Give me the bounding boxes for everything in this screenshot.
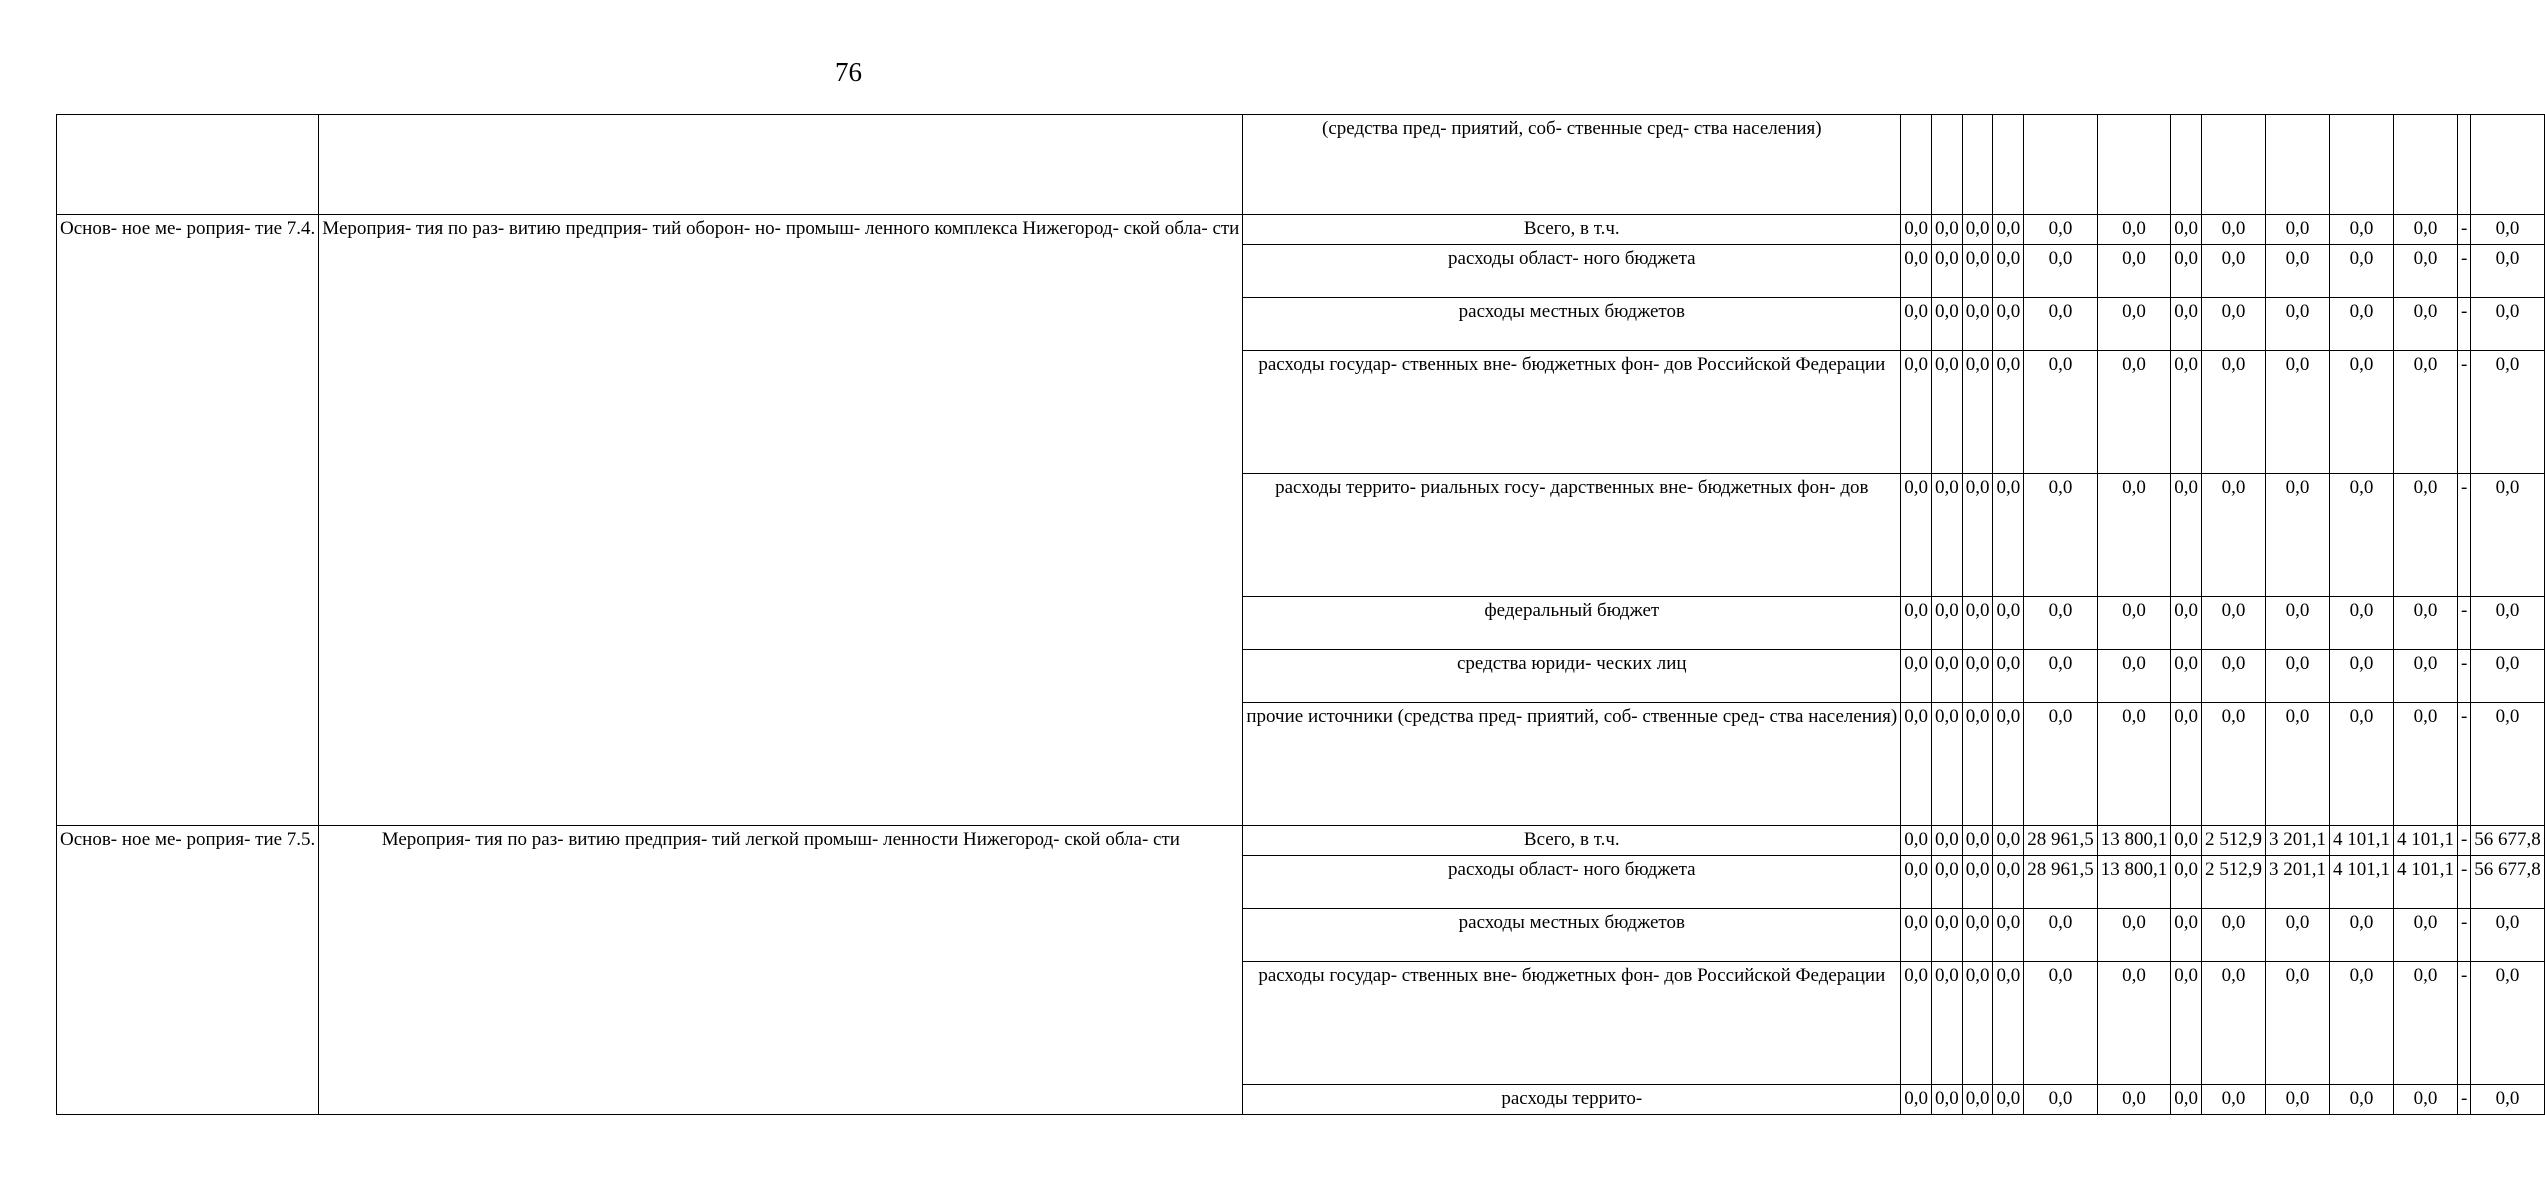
value-cell: 0,0 xyxy=(2097,650,2171,703)
value-cell: 0,0 xyxy=(1931,245,1962,298)
value-cell: 0,0 xyxy=(2329,703,2393,826)
funding-source-cell: федеральный бюджет xyxy=(1243,597,1901,650)
value-cell: 0,0 xyxy=(1931,597,1962,650)
value-cell: 0,0 xyxy=(2171,856,2202,909)
page-number: 76 xyxy=(835,57,862,87)
value-cell: - xyxy=(2457,826,2470,856)
value-cell: - xyxy=(2457,245,2470,298)
value-cell: 0,0 xyxy=(1993,215,2024,245)
value-cell: 0,0 xyxy=(2201,245,2265,298)
value-cell: 0,0 xyxy=(1962,474,1993,597)
value-cell xyxy=(2097,115,2171,215)
value-cell: 0,0 xyxy=(2097,962,2171,1085)
value-cell: 0,0 xyxy=(2329,298,2393,351)
value-cell: - xyxy=(2457,1085,2470,1115)
value-cell: - xyxy=(2457,962,2470,1085)
value-cell: 0,0 xyxy=(2024,245,2098,298)
value-cell: - xyxy=(2457,909,2470,962)
value-cell: 0,0 xyxy=(1901,962,1932,1085)
value-cell: 0,0 xyxy=(1993,1085,2024,1115)
value-cell: 0,0 xyxy=(2265,962,2329,1085)
value-cell: 0,0 xyxy=(1901,856,1932,909)
value-cell: 0,0 xyxy=(2097,703,2171,826)
value-cell: 4 101,1 xyxy=(2393,826,2457,856)
total-value-cell: 0,0 xyxy=(2471,474,2545,597)
value-cell: 0,0 xyxy=(2393,962,2457,1085)
funding-source-cell: средства юриди- ческих лиц xyxy=(1243,650,1901,703)
table-row xyxy=(57,115,2545,215)
value-cell: 0,0 xyxy=(2024,909,2098,962)
value-cell: 0,0 xyxy=(2097,474,2171,597)
value-cell: 0,0 xyxy=(2393,245,2457,298)
total-value-cell: 0,0 xyxy=(2471,962,2545,1085)
value-cell: 0,0 xyxy=(2393,650,2457,703)
value-cell: 0,0 xyxy=(2201,298,2265,351)
value-cell: 28 961,5 xyxy=(2024,826,2098,856)
value-cell: 0,0 xyxy=(2171,474,2202,597)
value-cell: 0,0 xyxy=(1901,826,1932,856)
value-cell: 3 201,1 xyxy=(2265,856,2329,909)
value-cell: 0,0 xyxy=(2171,909,2202,962)
activity-title-cell: Мероприя- тия по раз- витию предприя- тий оборон- но- промыш- ленного комплекса Нижегород- ской обла- сти xyxy=(319,215,1243,826)
value-cell xyxy=(1931,115,1962,215)
funding-source-cell: расходы государ- ственных вне- бюджетных фон- дов Российской Федерации xyxy=(1243,351,1901,474)
value-cell: 0,0 xyxy=(2393,474,2457,597)
value-cell: 0,0 xyxy=(2265,351,2329,474)
value-cell: 0,0 xyxy=(1931,650,1962,703)
value-cell: 0,0 xyxy=(1962,703,1993,826)
funding-source-cell: расходы государ- ственных вне- бюджетных фон- дов Российской Федерации xyxy=(1243,962,1901,1085)
total-value-cell: 0,0 xyxy=(2471,215,2545,245)
value-cell: 0,0 xyxy=(1962,597,1993,650)
value-cell: 0,0 xyxy=(2393,703,2457,826)
value-cell: 0,0 xyxy=(1901,597,1932,650)
funding-source-cell: (средства пред- приятий, соб- ственные сред- ства населения) xyxy=(1243,115,1901,215)
value-cell xyxy=(2393,115,2457,215)
funding-source-cell: расходы террито- xyxy=(1243,1085,1901,1115)
value-cell: 0,0 xyxy=(2329,1085,2393,1115)
value-cell xyxy=(1962,115,1993,215)
value-cell: 2 512,9 xyxy=(2201,856,2265,909)
value-cell: 0,0 xyxy=(1962,351,1993,474)
value-cell: 0,0 xyxy=(2171,351,2202,474)
funding-source-cell: Всего, в т.ч. xyxy=(1243,215,1901,245)
value-cell: 0,0 xyxy=(2329,215,2393,245)
value-cell: 0,0 xyxy=(1993,856,2024,909)
total-value-cell: 0,0 xyxy=(2471,1085,2545,1115)
value-cell: 0,0 xyxy=(2201,962,2265,1085)
value-cell: 0,0 xyxy=(1901,909,1932,962)
value-cell xyxy=(2201,115,2265,215)
value-cell: 0,0 xyxy=(2171,1085,2202,1115)
value-cell: 0,0 xyxy=(1931,351,1962,474)
activity-title-cell: Мероприя- тия по раз- витию предприя- тий легкой промыш- ленности Нижегород- ской обла- сти xyxy=(319,826,1243,1115)
value-cell xyxy=(1993,115,2024,215)
value-cell: 0,0 xyxy=(1962,1085,1993,1115)
value-cell: 28 961,5 xyxy=(2024,856,2098,909)
value-cell: 0,0 xyxy=(1901,298,1932,351)
total-value-cell: 0,0 xyxy=(2471,703,2545,826)
value-cell: 0,0 xyxy=(2329,962,2393,1085)
value-cell: 0,0 xyxy=(1931,856,1962,909)
value-cell: 0,0 xyxy=(2393,215,2457,245)
value-cell: 0,0 xyxy=(1962,245,1993,298)
value-cell: 0,0 xyxy=(2393,597,2457,650)
value-cell: 0,0 xyxy=(1962,826,1993,856)
value-cell: 0,0 xyxy=(1901,1085,1932,1115)
budget-table xyxy=(56,114,2545,1115)
value-cell: 0,0 xyxy=(2265,650,2329,703)
value-cell: 0,0 xyxy=(1962,298,1993,351)
value-cell: 0,0 xyxy=(2171,826,2202,856)
value-cell: 0,0 xyxy=(2329,597,2393,650)
value-cell: 0,0 xyxy=(1993,298,2024,351)
value-cell: 0,0 xyxy=(1993,650,2024,703)
value-cell: 0,0 xyxy=(1962,856,1993,909)
value-cell: 0,0 xyxy=(1962,215,1993,245)
total-value-cell: 0,0 xyxy=(2471,909,2545,962)
activity-title-cell xyxy=(319,115,1243,215)
value-cell: 0,0 xyxy=(2393,298,2457,351)
value-cell: 0,0 xyxy=(2201,703,2265,826)
value-cell: 0,0 xyxy=(2265,909,2329,962)
value-cell: 4 101,1 xyxy=(2329,826,2393,856)
value-cell: 4 101,1 xyxy=(2329,856,2393,909)
value-cell: 0,0 xyxy=(1931,703,1962,826)
value-cell: 0,0 xyxy=(1931,1085,1962,1115)
value-cell: 0,0 xyxy=(2024,351,2098,474)
value-cell: - xyxy=(2457,215,2470,245)
value-cell: 0,0 xyxy=(2024,650,2098,703)
table-row xyxy=(57,826,2545,856)
value-cell: 0,0 xyxy=(1962,909,1993,962)
value-cell: 0,0 xyxy=(1931,215,1962,245)
value-cell: 0,0 xyxy=(2171,650,2202,703)
value-cell: - xyxy=(2457,856,2470,909)
value-cell: - xyxy=(2457,351,2470,474)
value-cell: 0,0 xyxy=(2201,909,2265,962)
value-cell: 0,0 xyxy=(1962,650,1993,703)
value-cell: - xyxy=(2457,298,2470,351)
value-cell: 0,0 xyxy=(2265,474,2329,597)
value-cell: - xyxy=(2457,650,2470,703)
funding-source-cell: прочие источники (средства пред- приятий, соб- ственные сред- ства населения) xyxy=(1243,703,1901,826)
value-cell: 0,0 xyxy=(1931,909,1962,962)
value-cell: 0,0 xyxy=(2329,909,2393,962)
value-cell: 0,0 xyxy=(1993,962,2024,1085)
funding-source-cell: расходы местных бюджетов xyxy=(1243,298,1901,351)
value-cell: 0,0 xyxy=(2393,1085,2457,1115)
value-cell: 0,0 xyxy=(2393,351,2457,474)
value-cell: 0,0 xyxy=(2265,597,2329,650)
value-cell: 0,0 xyxy=(2097,298,2171,351)
value-cell: 0,0 xyxy=(2265,298,2329,351)
value-cell: 0,0 xyxy=(1931,474,1962,597)
value-cell: 2 512,9 xyxy=(2201,826,2265,856)
value-cell: 0,0 xyxy=(1962,962,1993,1085)
value-cell: 0,0 xyxy=(1993,597,2024,650)
value-cell: 0,0 xyxy=(2024,597,2098,650)
total-value-cell: 0,0 xyxy=(2471,597,2545,650)
total-value-cell: 0,0 xyxy=(2471,245,2545,298)
value-cell: 0,0 xyxy=(2097,1085,2171,1115)
value-cell: 0,0 xyxy=(2171,597,2202,650)
activity-code-cell: Основ- ное ме- роприя- тие 7.4. xyxy=(57,215,319,826)
value-cell: 0,0 xyxy=(1931,826,1962,856)
value-cell: 0,0 xyxy=(2171,962,2202,1085)
value-cell xyxy=(2024,115,2098,215)
value-cell: 0,0 xyxy=(1901,703,1932,826)
value-cell: 0,0 xyxy=(1901,474,1932,597)
value-cell: 0,0 xyxy=(2171,215,2202,245)
value-cell: - xyxy=(2457,474,2470,597)
value-cell: 0,0 xyxy=(2329,650,2393,703)
value-cell: 0,0 xyxy=(2201,351,2265,474)
value-cell: 0,0 xyxy=(2024,962,2098,1085)
value-cell: 0,0 xyxy=(1993,474,2024,597)
value-cell: 0,0 xyxy=(2171,703,2202,826)
value-cell: 0,0 xyxy=(2265,245,2329,298)
value-cell: 0,0 xyxy=(2265,703,2329,826)
funding-source-cell: расходы област- ного бюджета xyxy=(1243,856,1901,909)
total-value-cell: 0,0 xyxy=(2471,298,2545,351)
value-cell: - xyxy=(2457,703,2470,826)
value-cell: 0,0 xyxy=(2171,245,2202,298)
value-cell xyxy=(2265,115,2329,215)
value-cell: 0,0 xyxy=(2201,650,2265,703)
value-cell: 0,0 xyxy=(2171,298,2202,351)
value-cell xyxy=(1901,115,1932,215)
activity-code-cell: Основ- ное ме- роприя- тие 7.5. xyxy=(57,826,319,1115)
value-cell xyxy=(2457,115,2470,215)
value-cell xyxy=(2329,115,2393,215)
funding-source-cell: Всего, в т.ч. xyxy=(1243,826,1901,856)
value-cell: 0,0 xyxy=(2024,474,2098,597)
value-cell: 0,0 xyxy=(1993,826,2024,856)
value-cell: 0,0 xyxy=(2265,215,2329,245)
value-cell: 0,0 xyxy=(2329,245,2393,298)
value-cell: 0,0 xyxy=(2329,351,2393,474)
value-cell xyxy=(2171,115,2202,215)
value-cell: 0,0 xyxy=(1931,962,1962,1085)
value-cell: 0,0 xyxy=(2201,474,2265,597)
value-cell: 13 800,1 xyxy=(2097,856,2171,909)
value-cell: 0,0 xyxy=(2329,474,2393,597)
value-cell: 0,0 xyxy=(1993,245,2024,298)
activity-code-cell xyxy=(57,115,319,215)
value-cell: 0,0 xyxy=(2393,909,2457,962)
value-cell: - xyxy=(2457,597,2470,650)
value-cell: 0,0 xyxy=(2024,1085,2098,1115)
total-value-cell: 56 677,8 xyxy=(2471,856,2545,909)
value-cell: 13 800,1 xyxy=(2097,826,2171,856)
value-cell: 0,0 xyxy=(2024,703,2098,826)
value-cell: 0,0 xyxy=(2024,215,2098,245)
value-cell: 0,0 xyxy=(2097,245,2171,298)
value-cell: 0,0 xyxy=(1901,245,1932,298)
funding-source-cell: расходы террито- риальных госу- дарственных вне- бюджетных фон- дов xyxy=(1243,474,1901,597)
value-cell: 3 201,1 xyxy=(2265,826,2329,856)
value-cell: 0,0 xyxy=(1993,703,2024,826)
funding-source-cell: расходы местных бюджетов xyxy=(1243,909,1901,962)
value-cell: 0,0 xyxy=(1901,351,1932,474)
table-row xyxy=(57,215,2545,245)
value-cell: 0,0 xyxy=(1993,909,2024,962)
value-cell: 0,0 xyxy=(2097,215,2171,245)
value-cell: 0,0 xyxy=(2097,597,2171,650)
value-cell: 4 101,1 xyxy=(2393,856,2457,909)
value-cell: 0,0 xyxy=(2201,1085,2265,1115)
value-cell: 0,0 xyxy=(1901,650,1932,703)
value-cell: 0,0 xyxy=(2097,351,2171,474)
value-cell: 0,0 xyxy=(2024,298,2098,351)
value-cell: 0,0 xyxy=(2201,597,2265,650)
value-cell xyxy=(2471,115,2545,215)
funding-source-cell: расходы област- ного бюджета xyxy=(1243,245,1901,298)
value-cell: 0,0 xyxy=(1901,215,1932,245)
total-value-cell: 0,0 xyxy=(2471,650,2545,703)
value-cell: 0,0 xyxy=(2201,215,2265,245)
total-value-cell: 0,0 xyxy=(2471,351,2545,474)
value-cell: 0,0 xyxy=(1993,351,2024,474)
value-cell: 0,0 xyxy=(2097,909,2171,962)
value-cell: 0,0 xyxy=(1931,298,1962,351)
value-cell: 0,0 xyxy=(2265,1085,2329,1115)
total-value-cell: 56 677,8 xyxy=(2471,826,2545,856)
